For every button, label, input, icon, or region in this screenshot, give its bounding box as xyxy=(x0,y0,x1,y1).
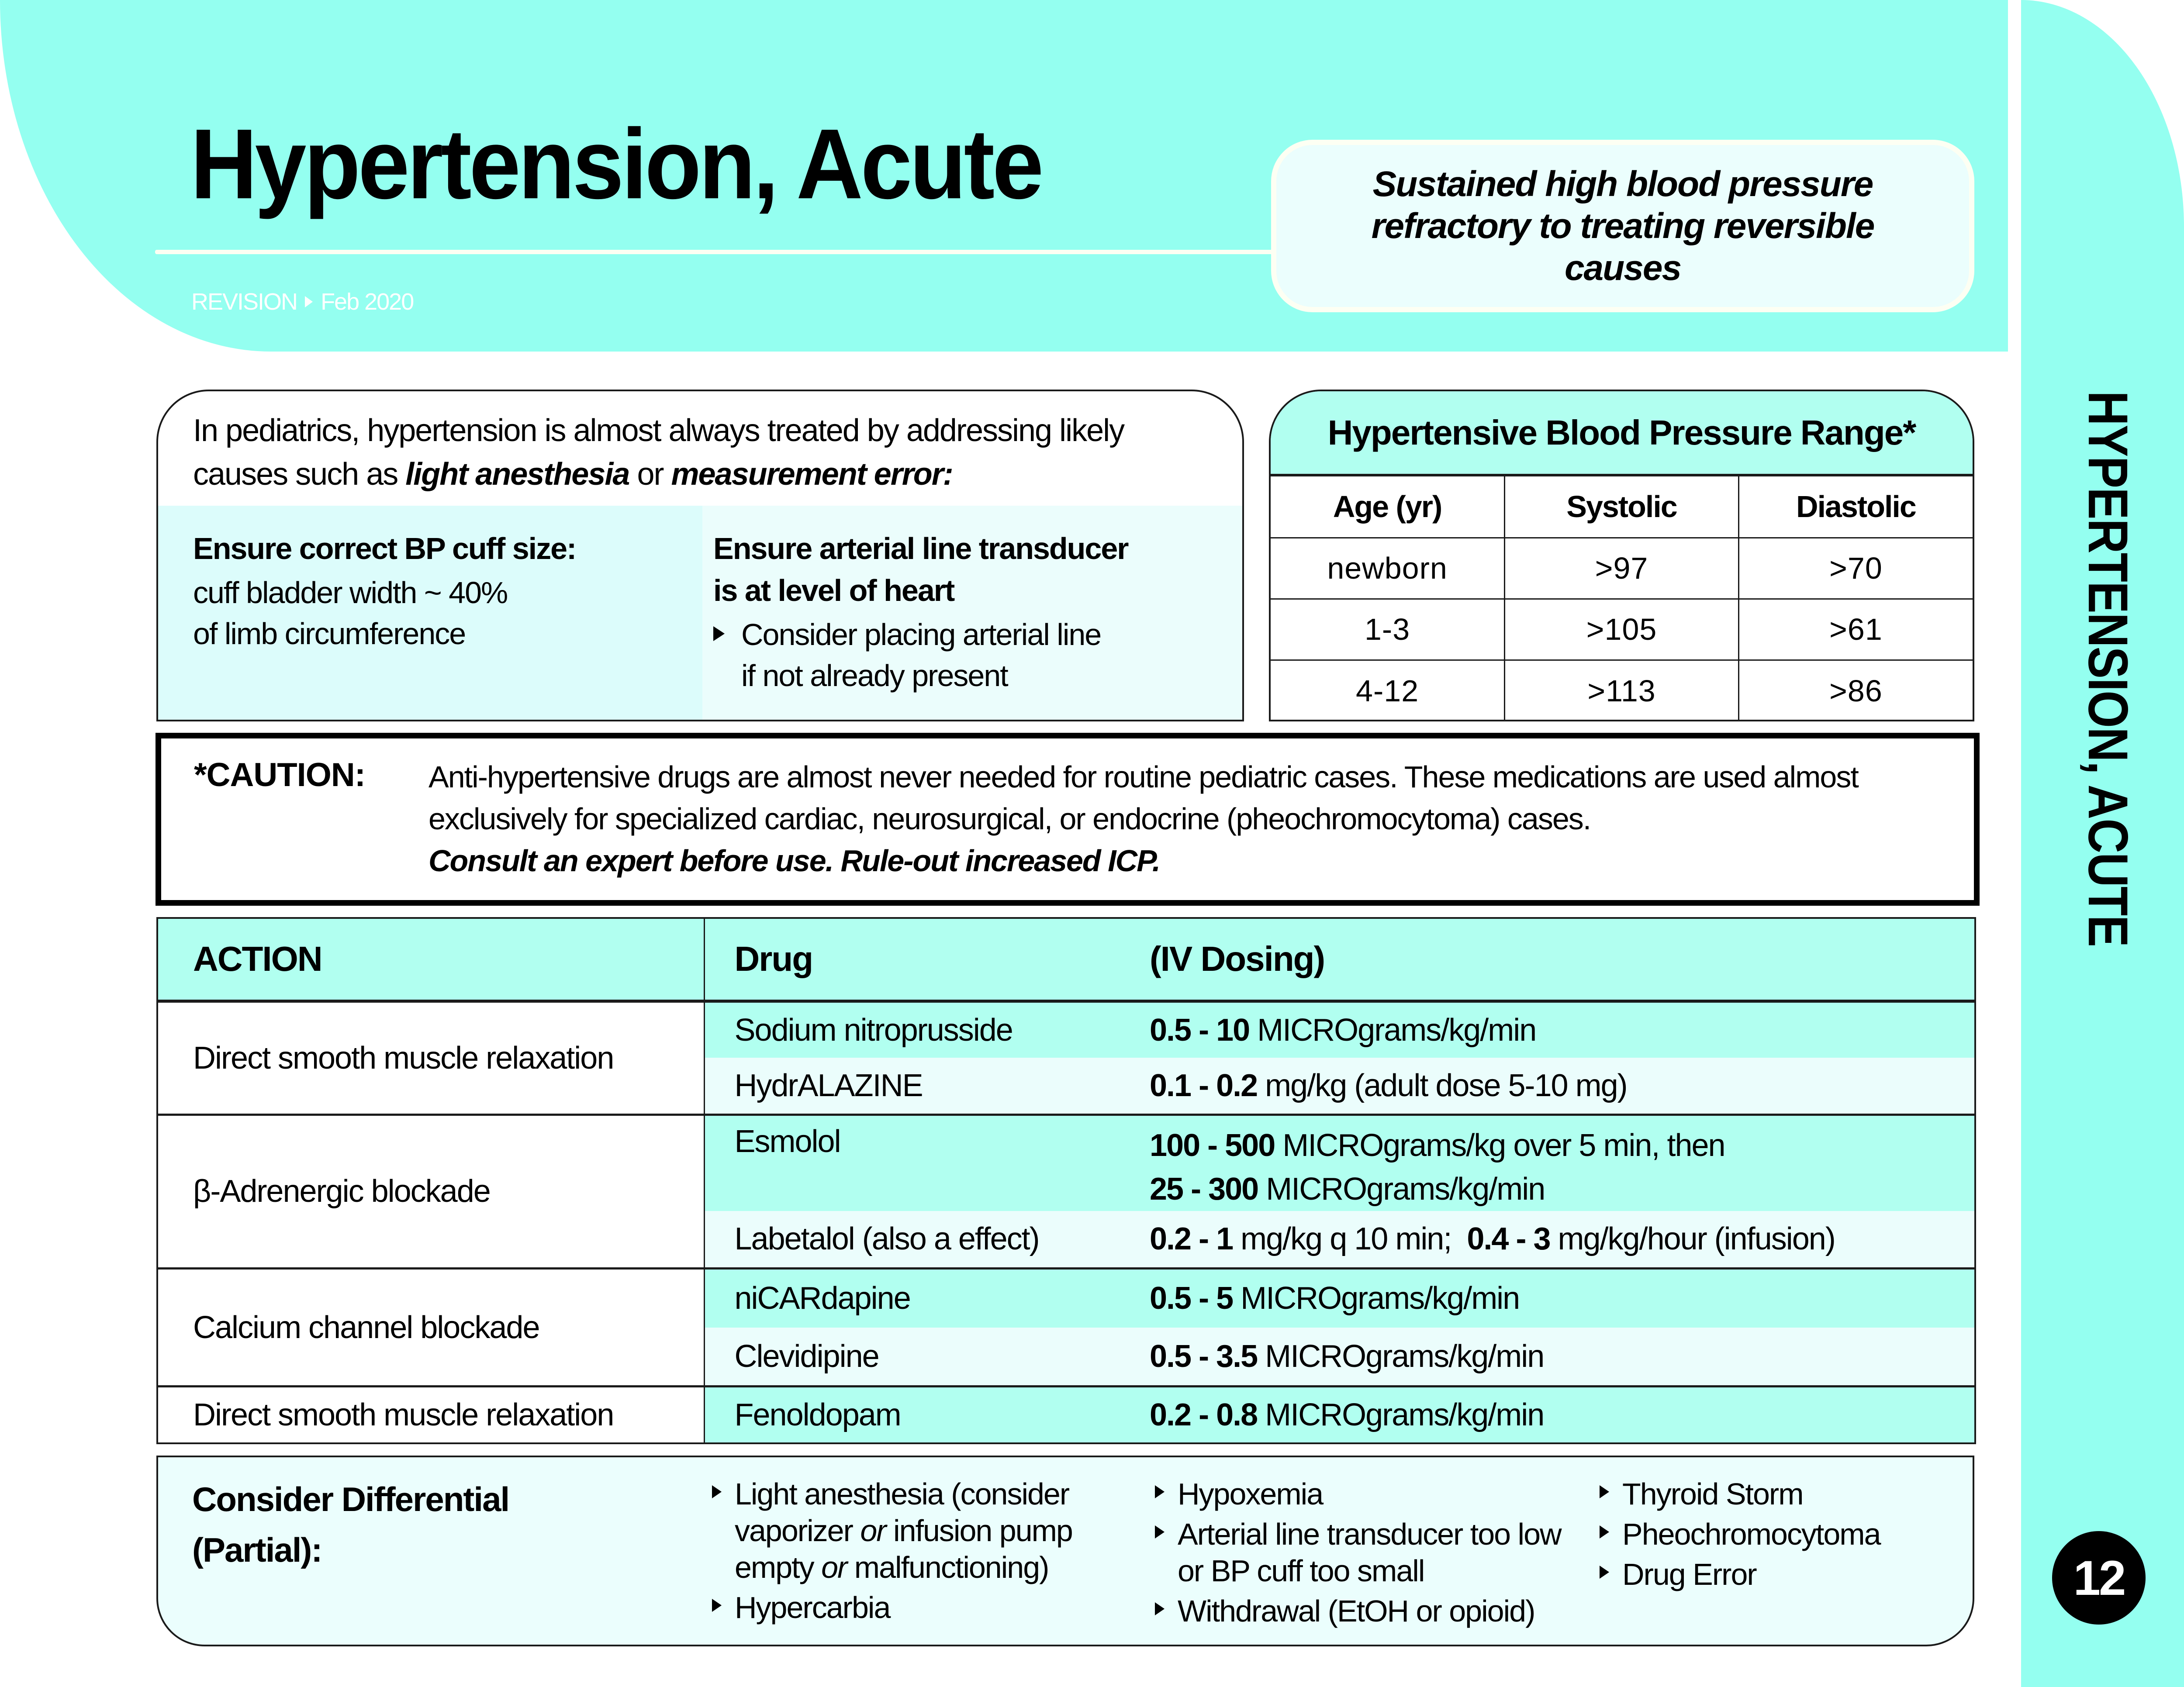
bp-age: 1-3 xyxy=(1271,599,1505,660)
dose-range: 0.5 - 3.5 xyxy=(1150,1339,1258,1374)
col-drug: Drug xyxy=(704,918,1150,1001)
bp-col-diastolic: Diastolic xyxy=(1738,476,1973,538)
drug-dose xyxy=(1150,1058,1975,1114)
triangle-bullet-icon xyxy=(1600,1566,1609,1579)
dose-unit: MICROgrams/kg over 5 min, then xyxy=(1275,1128,1725,1163)
drug-dose xyxy=(1150,1328,1975,1387)
drug-table xyxy=(156,917,1976,1444)
dose-unit: mg/kg/hour (infusion) xyxy=(1550,1221,1835,1257)
triangle-bullet-icon xyxy=(712,1485,722,1498)
triangle-bullet-icon xyxy=(1155,1485,1165,1498)
bp-col-systolic: Systolic xyxy=(1505,476,1739,538)
item-text: Drug Error xyxy=(1622,1557,1756,1591)
list-item xyxy=(1600,1556,1958,1593)
bp-col-age: Age (yr) xyxy=(1271,476,1505,538)
triangle-bullet-icon xyxy=(1600,1485,1609,1498)
action-cell: Direct smooth muscle relaxation xyxy=(157,1001,704,1114)
drug-name: niCARdapine xyxy=(704,1269,1150,1328)
bp-age: newborn xyxy=(1271,538,1505,599)
item-emphasis: or xyxy=(821,1550,847,1584)
dose-unit: mg/kg (adult dose 5-10 mg) xyxy=(1257,1068,1627,1103)
table-row xyxy=(157,1387,1975,1443)
title-divider xyxy=(155,250,1273,254)
dose-unit: MICROgrams/kg/min xyxy=(1257,1397,1544,1432)
dose-range: 0.5 - 5 xyxy=(1150,1281,1233,1316)
dose-unit: MICROgrams/kg/min xyxy=(1257,1339,1544,1374)
dose-unit: MICROgrams/kg/min xyxy=(1233,1281,1520,1316)
differential-box xyxy=(156,1456,1974,1646)
item-text: Light anesthesia (consider vaporizer xyxy=(735,1477,1069,1548)
item-text: malfunctioning) xyxy=(847,1550,1049,1584)
intro-box xyxy=(156,390,1244,721)
bp-systolic: >105 xyxy=(1505,599,1739,660)
drug-dose xyxy=(1150,1114,1975,1211)
intro-emphasis-measurement-error: measurement error: xyxy=(671,457,953,492)
dose-range: 0.1 - 0.2 xyxy=(1150,1068,1258,1103)
intro-text-part: or xyxy=(629,457,671,492)
side-tab-label: HYPERTENSION, ACUTE xyxy=(2077,391,2139,947)
table-row xyxy=(1271,538,1973,599)
dose-range: 0.2 - 0.8 xyxy=(1150,1397,1258,1432)
table-row xyxy=(157,1001,1975,1058)
dose-range: 0.2 - 1 xyxy=(1150,1221,1233,1257)
bp-header-row xyxy=(1271,476,1973,538)
differential-column-3 xyxy=(1600,1476,1958,1596)
description-text: Sustained high blood pressure refractory to treating reversible causes xyxy=(1371,164,1874,288)
drug-name: HydrALAZINE xyxy=(704,1058,1150,1114)
action-cell: Calcium channel blockade xyxy=(157,1269,704,1387)
caution-box xyxy=(156,733,1980,906)
page-title: Hypertension, Acute xyxy=(190,109,1042,220)
bp-range-title: Hypertensive Blood Pressure Range* xyxy=(1271,391,1973,476)
dose-range: 0.4 - 3 xyxy=(1467,1221,1550,1257)
dose-unit: MICROgrams/kg/min xyxy=(1258,1171,1545,1207)
bp-diastolic: >86 xyxy=(1829,673,1883,708)
bp-range-table xyxy=(1271,476,1973,721)
bp-systolic: >113 xyxy=(1505,660,1739,721)
bp-diastolic: >61 xyxy=(1738,599,1973,660)
drug-name: Sodium nitroprusside xyxy=(704,1001,1150,1058)
list-item xyxy=(1155,1516,1574,1589)
triangle-bullet-icon xyxy=(1600,1525,1609,1539)
bullet-text: if not already present xyxy=(741,659,1008,693)
cuff-size-panel xyxy=(158,506,702,721)
drug-name: Clevidipine xyxy=(704,1328,1150,1387)
caution-body: Anti-hypertensive drugs are almost never needed for routine pediatric cases. These medications are used almost exclusively for specialized cardiac, neurosurgical, or endocrine (pheochromocytoma) cases. xyxy=(429,760,1858,836)
drug-dose xyxy=(1150,1387,1975,1443)
triangle-bullet-icon xyxy=(1155,1602,1165,1615)
revision-info xyxy=(191,288,413,315)
table-row xyxy=(1271,599,1973,660)
dose-range: 100 - 500 xyxy=(1150,1128,1275,1163)
list-item xyxy=(1155,1593,1574,1629)
item-text: Hypercarbia xyxy=(735,1590,890,1625)
arterial-line-bullet xyxy=(713,614,1237,696)
list-item xyxy=(1600,1516,1958,1552)
item-text: Withdrawal (EtOH or opioid) xyxy=(1178,1594,1535,1628)
table-row xyxy=(157,1114,1975,1211)
intro-text xyxy=(193,409,1224,496)
item-text: Pheochromocytoma xyxy=(1622,1517,1880,1551)
cuff-size-heading: Ensure correct BP cuff size: xyxy=(193,531,576,566)
differential-title xyxy=(192,1474,509,1575)
revision-date: Feb 2020 xyxy=(321,289,414,315)
intro-text-part: In pediatrics, hypertension is almost always treated by addressing likely causes such as xyxy=(193,413,1124,492)
page-number-badge: 12 xyxy=(2052,1531,2146,1625)
drug-name: Fenoldopam xyxy=(704,1387,1150,1443)
item-emphasis: or xyxy=(860,1514,886,1548)
caution-text xyxy=(429,756,1975,882)
intro-emphasis-light-anesthesia: light anesthesia xyxy=(405,457,629,492)
revision-label: REVISION xyxy=(191,289,297,315)
item-text: Hypoxemia xyxy=(1178,1477,1323,1511)
table-row xyxy=(1271,660,1973,721)
arterial-line-heading: is at level of heart xyxy=(713,573,954,607)
dose-unit: MICROgrams/kg/min xyxy=(1249,1012,1536,1048)
dose-range: 25 - 300 xyxy=(1150,1171,1258,1207)
bp-systolic: >97 xyxy=(1505,538,1739,599)
differential-column-1 xyxy=(712,1476,1114,1629)
list-item xyxy=(712,1589,1114,1626)
item-text: infusion pump empty xyxy=(735,1514,1072,1584)
dose-unit: mg/kg q 10 min; xyxy=(1233,1221,1467,1257)
bp-diastolic: >70 xyxy=(1738,538,1973,599)
triangle-bullet-icon xyxy=(713,626,725,641)
drug-name: Esmolol xyxy=(704,1114,1150,1211)
drug-dose xyxy=(1150,1269,1975,1328)
drug-dose xyxy=(1150,1001,1975,1058)
arterial-line-heading: Ensure arterial line transducer xyxy=(713,531,1128,566)
list-item xyxy=(1155,1476,1574,1512)
item-text: Thyroid Storm xyxy=(1622,1477,1803,1511)
col-dosing: (IV Dosing) xyxy=(1150,918,1975,1001)
dose-range: 0.5 - 10 xyxy=(1150,1012,1250,1048)
differential-title-line: Consider Differential xyxy=(192,1480,509,1518)
bp-age: 4-12 xyxy=(1271,660,1505,721)
triangle-bullet-icon xyxy=(712,1599,722,1612)
differential-column-2 xyxy=(1155,1476,1574,1633)
drug-table-header xyxy=(157,918,1975,1001)
action-cell: β-Adrenergic blockade xyxy=(157,1114,704,1269)
arterial-line-panel xyxy=(702,506,1244,721)
triangle-right-icon xyxy=(305,296,313,307)
bullet-text: Consider placing arterial line xyxy=(741,618,1101,652)
table-row xyxy=(157,1269,1975,1328)
list-item xyxy=(1600,1476,1958,1512)
caution-emphasis: Consult an expert before use. Rule-out increased ICP. xyxy=(429,844,1160,878)
caution-label: *CAUTION: xyxy=(194,756,366,793)
drug-dose xyxy=(1150,1211,1975,1269)
list-item xyxy=(712,1476,1114,1586)
triangle-bullet-icon xyxy=(1155,1525,1165,1539)
cuff-size-line: cuff bladder width ~ 40% xyxy=(193,576,508,610)
item-text: Arterial line transducer too low or BP cuff too small xyxy=(1178,1517,1561,1588)
differential-title-line: (Partial): xyxy=(192,1531,322,1569)
drug-name: Labetalol (also a effect) xyxy=(704,1211,1150,1269)
description-box xyxy=(1271,140,1974,312)
cuff-size-line: of limb circumference xyxy=(193,617,466,651)
col-action: ACTION xyxy=(157,918,704,1001)
action-cell: Direct smooth muscle relaxation xyxy=(157,1387,704,1443)
bp-range-box xyxy=(1269,390,1974,721)
